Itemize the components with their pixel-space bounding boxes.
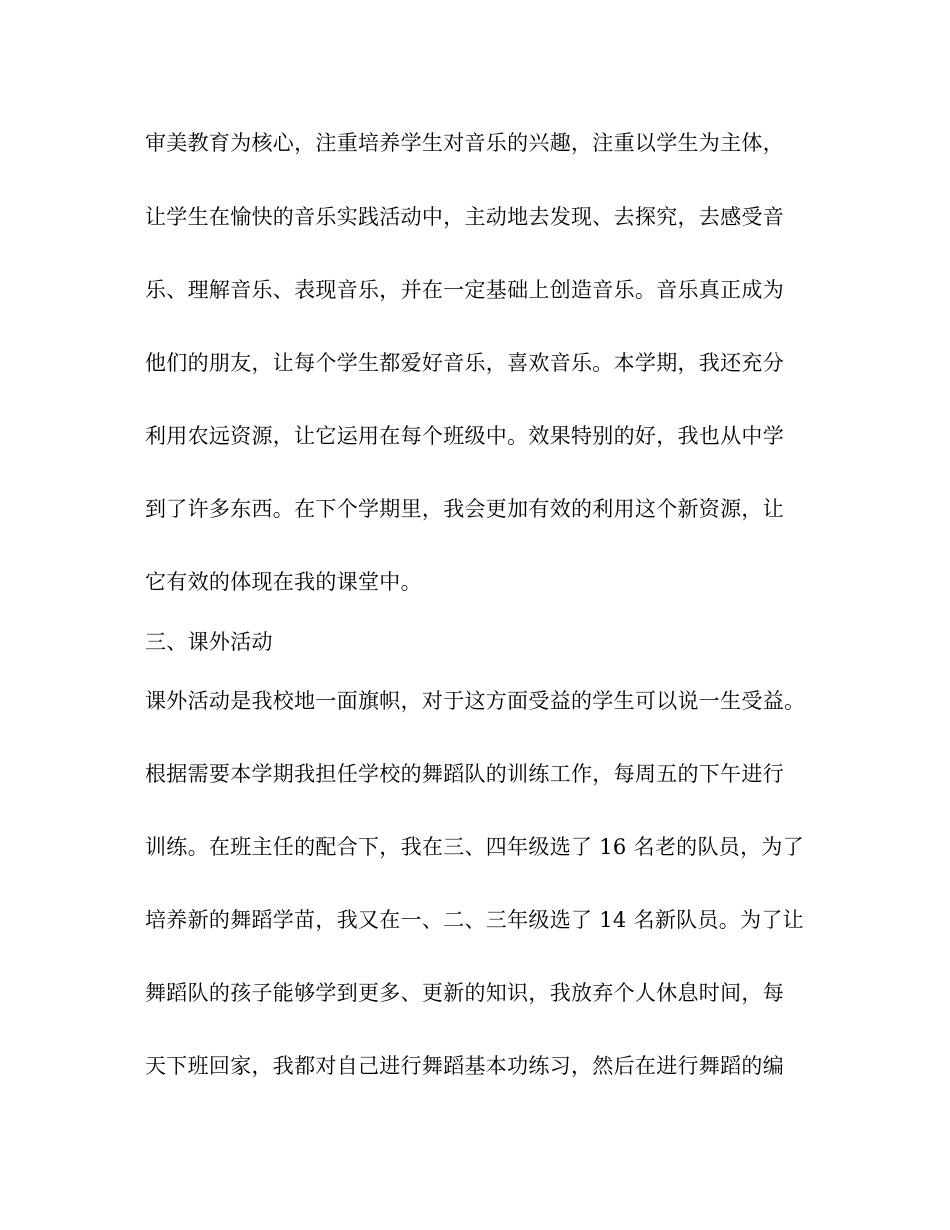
paragraph-line: 舞蹈队的孩子能够学到更多、更新的知识，我放弃个人休息时间，每: [145, 981, 784, 1005]
paragraph-line: 它有效的体现在我的课堂中。: [145, 570, 422, 594]
paragraph-line: 审美教育为核心，注重培养学生对音乐的兴趣，注重以学生为主体，: [145, 131, 784, 155]
paragraph-line: 让学生在愉快的音乐实践活动中，主动地去发现、去探究，去感受音: [145, 205, 784, 229]
paragraph-line: 天下班回家，我都对自己进行舞蹈基本功练习，然后在进行舞蹈的编: [145, 1054, 784, 1078]
paragraph-line: 利用农远资源，让它运用在每个班级中。效果特别的好，我也从中学: [145, 424, 784, 448]
paragraph-line: 根据需要本学期我担任学校的舞蹈队的训练工作，每周五的下午进行: [145, 762, 784, 786]
paragraph-line: 到了许多东西。在下个学期里，我会更加有效的利用这个新资源，让: [145, 497, 784, 521]
paragraph-line: 课外活动是我校地一面旗帜，对于这方面受益的学生可以说一生受益。: [145, 689, 806, 713]
paragraph-line: 他们的朋友，让每个学生都爱好音乐，喜欢音乐。本学期，我还充分: [145, 351, 784, 375]
paragraph-line: 训练。在班主任的配合下，我在三、四年级选了 16 名老的队员，为了: [145, 835, 804, 859]
paragraph-line: 乐、理解音乐、表现音乐，并在一定基础上创造音乐。音乐真正成为: [145, 278, 784, 302]
paragraph-line: 培养新的舞蹈学苗，我又在一、二、三年级选了 14 名新队员。为了让: [145, 908, 804, 932]
section-heading: 三、课外活动: [145, 630, 273, 654]
